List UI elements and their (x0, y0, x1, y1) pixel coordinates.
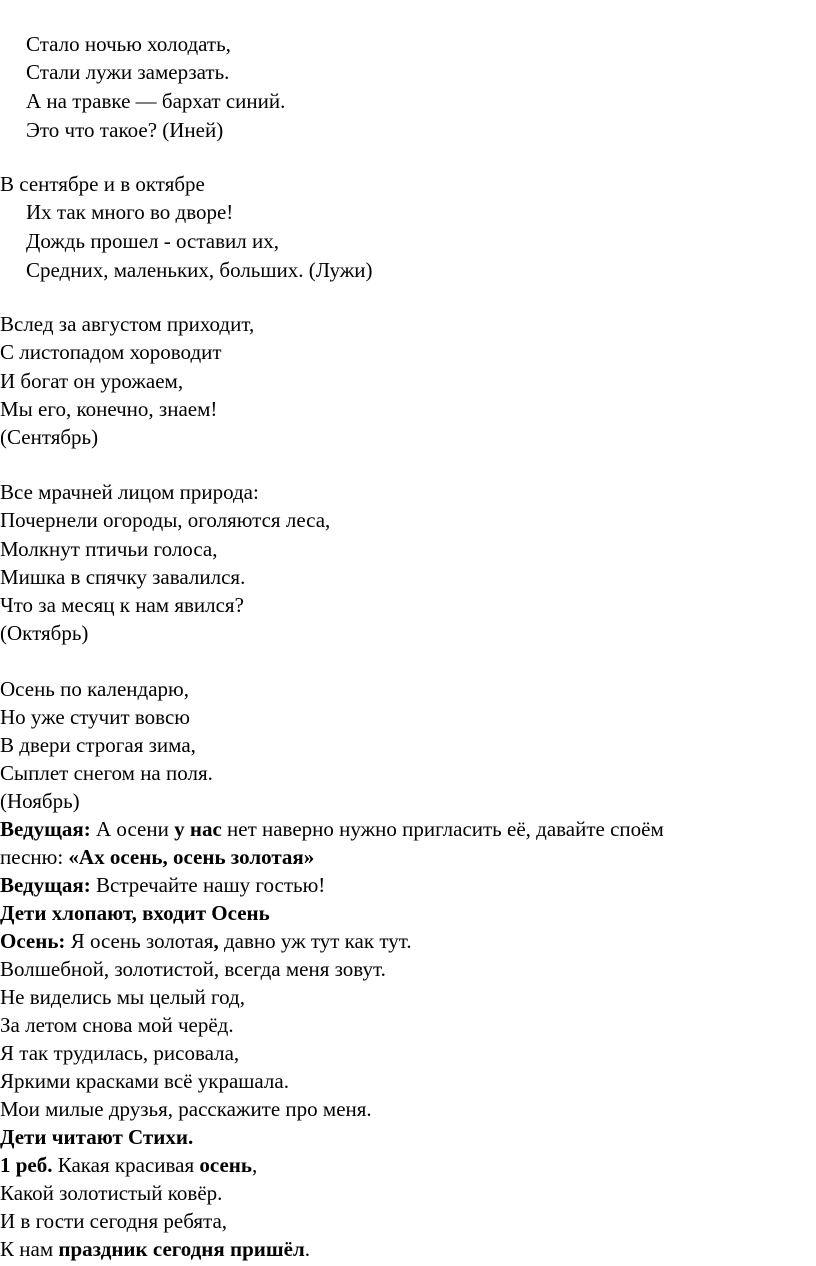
riddle-4-answer: (Октябрь) (0, 621, 89, 645)
riddle-1-line-2: Стали лужи замерзать. (26, 60, 230, 84)
riddle-5-line-3: В двери строгая зима, (0, 733, 196, 757)
riddle-4-line-5: Что за месяц к нам явился? (0, 593, 244, 617)
riddle-2-line-1: В сентябре и в октябре (0, 172, 205, 196)
speaker-label: Ведущая: (0, 873, 91, 897)
riddle-4-line-4: Мишка в спячку завалился. (0, 565, 246, 589)
riddle-5-line-2: Но уже стучит вовсю (0, 705, 190, 729)
autumn-line-6: Яркими красками всё украшала. (0, 1069, 289, 1093)
autumn-line-2: Волшебной, золотистой, всегда меня зовут. (0, 957, 386, 981)
song-title: «Ах осень, осень золотая» (68, 845, 315, 869)
stage-direction-2: Дети читают Стихи. (0, 1125, 194, 1149)
host-line-2: Ведущая: Встречайте нашу гостью! (0, 873, 326, 897)
child-1-line-2: Какой золотистый ковёр. (0, 1181, 223, 1205)
child-1-line-4: К нам праздник сегодня пришёл. (0, 1237, 310, 1261)
riddle-4-line-3: Молкнут птичьи голоса, (0, 537, 218, 561)
riddle-5-line-1: Осень по календарю, (0, 677, 189, 701)
autumn-line-1: Осень: Я осень золотая, давно уж тут как тут. (0, 929, 412, 953)
child-1-line-1: 1 реб. Какая красивая осень, (0, 1153, 258, 1177)
child-1-line-3: И в гости сегодня ребята, (0, 1209, 228, 1233)
riddle-1-line-4: Это что такое? (Иней) (26, 118, 224, 142)
riddle-2-line-4: Средних, маленьких, больших. (Лужи) (26, 258, 373, 282)
riddle-2-line-2: Их так много во дворе! (26, 200, 234, 224)
riddle-5-line-4: Сыплет снегом на поля. (0, 761, 213, 785)
riddle-1-line-1: Стало ночью холодать, (26, 32, 231, 56)
stage-direction-1: Дети хлопают, входит Осень (0, 901, 270, 925)
host-line-1-cont: песню: «Ах осень, осень золотая» (0, 845, 315, 869)
riddle-3-line-1: Вслед за августом приходит, (0, 312, 255, 336)
riddle-3-line-2: С листопадом хороводит (0, 340, 222, 364)
autumn-line-3: Не виделись мы целый год, (0, 985, 245, 1009)
riddle-3-line-3: И богат он урожаем, (0, 369, 184, 393)
riddle-5-answer: (Ноябрь) (0, 789, 80, 813)
speaker-label: Ведущая: (0, 817, 91, 841)
autumn-line-5: Я так трудилась, рисовала, (0, 1041, 240, 1065)
riddle-3-answer: (Сентябрь) (0, 425, 99, 449)
autumn-line-4: За летом снова мой черёд. (0, 1013, 234, 1037)
autumn-line-7: Мои милые друзья, расскажите про меня. (0, 1097, 372, 1121)
speaker-label: Осень: (0, 929, 66, 953)
riddle-3-line-4: Мы его, конечно, знаем! (0, 397, 218, 421)
speaker-label: 1 реб. (0, 1153, 53, 1177)
riddle-4-line-2: Почернели огороды, оголяются леса, (0, 508, 331, 532)
host-line-1: Ведущая: А осени у нас нет наверно нужно пригласить её, давайте спoём (0, 817, 664, 841)
riddle-4-line-1: Все мрачней лицом природа: (0, 480, 259, 504)
riddle-2-line-3: Дождь прошел - оставил их, (26, 229, 279, 253)
riddle-1-line-3: А на травке — бархат синий. (26, 89, 286, 113)
